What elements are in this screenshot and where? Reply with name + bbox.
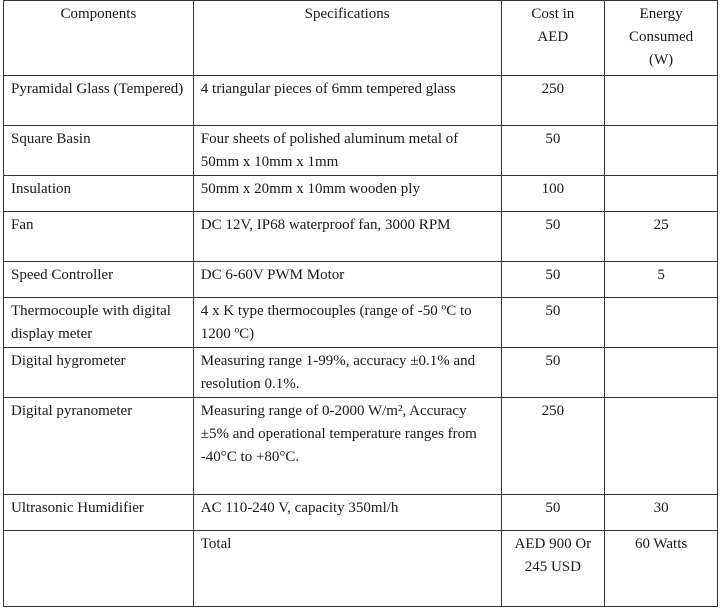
cell-energy: 25: [605, 212, 718, 262]
cell-component: Insulation: [4, 176, 194, 212]
components-table: [3, 0, 718, 607]
cell-spec: 50mm x 20mm x 10mm wooden ply: [193, 176, 501, 212]
total-component-cell: [4, 531, 194, 607]
cell-component: Thermocouple with digital display meter: [4, 298, 194, 348]
table-row: [4, 212, 718, 262]
cell-spec: Four sheets of polished aluminum metal of 50mm x 10mm x 1mm: [193, 126, 501, 176]
total-energy: 60 Watts: [605, 531, 718, 607]
cell-cost: 50: [501, 495, 605, 531]
cell-energy: [605, 348, 718, 398]
table-row: [4, 298, 718, 348]
cell-energy: 30: [605, 495, 718, 531]
cell-spec: Measuring range of 0-2000 W/m², Accuracy ±5% and operational temperature ranges from -40°C to +80°C.: [193, 398, 501, 495]
cell-energy: 5: [605, 262, 718, 298]
table-row: [4, 495, 718, 531]
cell-spec: DC 12V, IP68 waterproof fan, 3000 RPM: [193, 212, 501, 262]
cell-cost: 50: [501, 126, 605, 176]
cell-energy: [605, 126, 718, 176]
cell-spec: DC 6-60V PWM Motor: [193, 262, 501, 298]
cell-component: Pyramidal Glass (Tempered): [4, 76, 194, 126]
cell-component: Ultrasonic Humidifier: [4, 495, 194, 531]
cell-cost: 250: [501, 76, 605, 126]
cell-component: Digital hygrometer: [4, 348, 194, 398]
cell-cost: 50: [501, 212, 605, 262]
cell-cost: 50: [501, 298, 605, 348]
header-components: Components: [4, 1, 194, 76]
cell-energy: [605, 76, 718, 126]
table-row: [4, 76, 718, 126]
cell-cost: 50: [501, 348, 605, 398]
cell-component: Speed Controller: [4, 262, 194, 298]
cell-spec: 4 x K type thermocouples (range of -50 ºC to 1200 ºC): [193, 298, 501, 348]
cell-spec: Measuring range 1-99%, accuracy ±0.1% and resolution 0.1%.: [193, 348, 501, 398]
cell-spec: 4 triangular pieces of 6mm tempered glass: [193, 76, 501, 126]
cell-energy: [605, 398, 718, 495]
cell-energy: [605, 176, 718, 212]
header-energy: Energy Consumed (W): [605, 1, 718, 76]
table-row: [4, 262, 718, 298]
total-label: Total: [193, 531, 501, 607]
table-row: [4, 126, 718, 176]
cell-component: Square Basin: [4, 126, 194, 176]
cell-cost: 100: [501, 176, 605, 212]
cell-cost: 250: [501, 398, 605, 495]
cell-cost: 50: [501, 262, 605, 298]
table-row: [4, 398, 718, 495]
total-cost: AED 900 Or 245 USD: [501, 531, 605, 607]
total-row: [4, 531, 718, 607]
cell-component: Digital pyranometer: [4, 398, 194, 495]
cell-component: Fan: [4, 212, 194, 262]
cell-spec: AC 110-240 V, capacity 350ml/h: [193, 495, 501, 531]
cell-energy: [605, 298, 718, 348]
table-row: [4, 348, 718, 398]
table-header-row: [4, 1, 718, 76]
header-specifications: Specifications: [193, 1, 501, 76]
table-row: [4, 176, 718, 212]
header-cost: Cost in AED: [501, 1, 605, 76]
